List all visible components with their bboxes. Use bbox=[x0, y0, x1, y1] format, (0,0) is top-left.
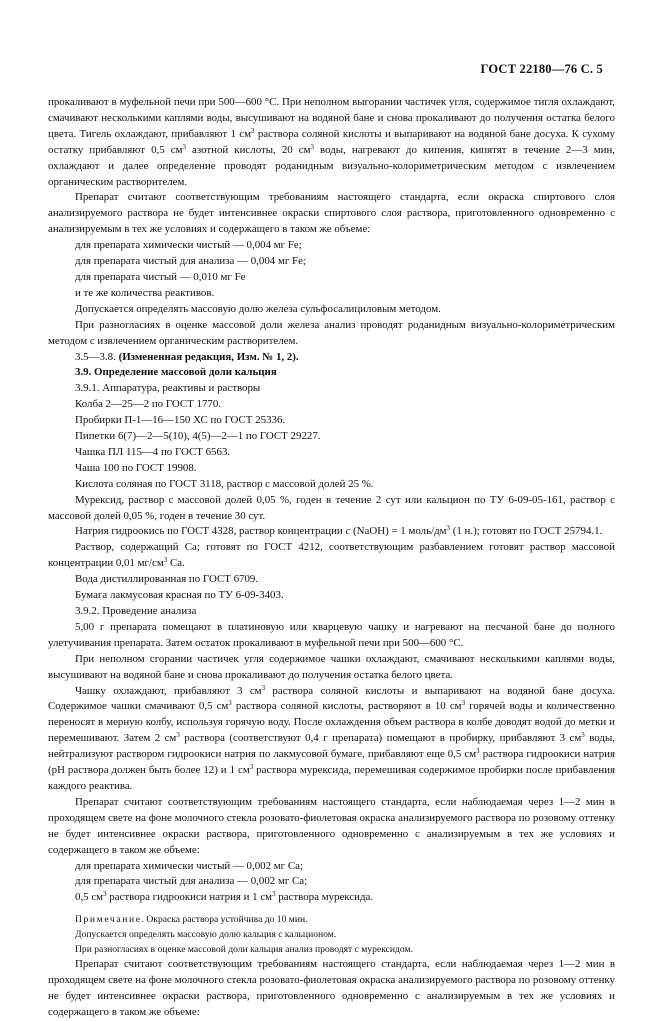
paragraph: 3.5—3.8. (Измененная редакция, Изм. № 1, 2). bbox=[75, 350, 299, 363]
paragraph: Кислота соляная по ГОСТ 3118, раствор с массовой долей 25 %. bbox=[75, 477, 374, 490]
paragraph: Вода дистиллированная по ГОСТ 6709. bbox=[75, 573, 259, 586]
paragraph: для препарата чистый — 0,010 мг Fe bbox=[75, 270, 246, 283]
paragraph: Чашку охлаждают, прибавляют 3 $см^3$ раствора соляной кислоты и выпаривают на водяной бане досуха. Содержимое чашки смачивают 0,5 $см^3$ раствора соляной кислоты, растворяют в 10 $см^3$ горячей воды и количественно переносят в мерную колбу, используя горячую воду. После охлаждения объем раствора в колбе доводят водой до метки и перемешивают. Затем 2 $см^3$ раствора (соответствуют 0,4 г препарата) помещают в пробирку, прибавляют 3 $см^3$ воды, нейтрализуют раствором гидроокиси натрия по лакмусовой бумаге, прибавляют еще 0,5 $см^3$ раствора гидроокиси натрия (рН раствора должен быть более 12) и 1 $см^3$ раствора мурексида, перемешивая содержимое пробирки после прибавления каждого реактива. bbox=[48, 683, 615, 792]
paragraph: При разногласиях в оценке массовой доли железа анализ проводят роданидным визуально-колориметрическим методом с извлечением органическим растворителем. bbox=[48, 318, 615, 347]
paragraph: Раствор, содержащий Са; готовят по ГОСТ 4212, соответствующим разбавлением готовят раствор массовой концентрации 0,01 $мг/см^3$ Са. bbox=[48, 541, 615, 570]
paragraph: 3.9.2. Проведение анализа bbox=[75, 605, 197, 617]
paragraph: Чаша 100 по ГОСТ 19908. bbox=[75, 461, 197, 474]
note-line: При разногласиях в оценке массовой доли кальция анализ проводят с мурексидом. bbox=[75, 944, 414, 956]
paragraph: для препарата чистый для анализа — 0,002 мг Са; bbox=[75, 875, 308, 888]
paragraph: 3.9. Определение массовой доли кальция bbox=[75, 366, 277, 379]
paragraph: для препарата химически чистый — 0,004 мг Fe; bbox=[75, 239, 302, 252]
paragraph: и те же количества реактивов. bbox=[75, 286, 215, 299]
paragraph: Бумага лакмусовая красная по ТУ 6-09-3403. bbox=[75, 589, 284, 602]
paragraph-list bbox=[48, 95, 615, 906]
paragraph: Препарат считают соответствующим требованиям настоящего стандарта, если наблюдаемая через 1—2 мин в проходящем свете на фоне молочного стекла розовато-фиолетовая окраска анализируемого раствора по розовому оттенку не будет интенсивнее окраски раствора, приготовленного одновременно с анализируемым в тех же условиях и содержащего в таком же объеме: bbox=[48, 795, 615, 856]
page-header: ГОСТ 22180—76 С. 5 bbox=[480, 62, 603, 76]
document-body bbox=[48, 95, 615, 1021]
paragraph: Пипетки 6(7)—2—5(10), 4(5)—2—1 по ГОСТ 29227. bbox=[75, 430, 321, 443]
note-line: Допускается определять массовую долю кальция с кальционом. bbox=[75, 929, 337, 941]
paragraph: При неполном сгорании частичек угля содержимое чашки охлаждают, смачивают несколькими каплями воды, высушивают на водяной бане и снова прокаливают до получения остатка белого цвета. bbox=[48, 652, 615, 681]
paragraph: для препарата химически чистый — 0,002 мг Са; bbox=[75, 859, 303, 872]
paragraph: Препарат считают соответствующим требованиям настоящего стандарта, если окраска спиртового слоя анализируемого раствора не будет интенсивнее окраски спиртового слоя раствора, приготовленного одновременно с анализируемым в тех же условиях и содержащего в таком же объеме: bbox=[48, 191, 615, 236]
note-block bbox=[48, 912, 615, 957]
paragraph: Допускается определять массовую долю железа сульфосалициловым методом. bbox=[75, 302, 441, 315]
note-line: Примечание. Окраска раствора устойчива до 10 мин. bbox=[75, 914, 308, 926]
final-paragraph-block bbox=[48, 957, 615, 1021]
paragraph: Колба 2—25—2 по ГОСТ 1770. bbox=[75, 398, 222, 411]
paragraph: Мурексид, раствор с массовой долей 0,05 %, годен в течение 2 сут или кальцион по ТУ 6-09-05-161, раствор с массовой долей 0,05 %, годен в течение 30 сут. bbox=[48, 493, 615, 522]
paragraph: Чашка ПЛ 115—4 по ГОСТ 6563. bbox=[75, 445, 231, 458]
paragraph: для препарата чистый для анализа — 0,004 мг Fe; bbox=[75, 255, 306, 268]
paragraph: прокаливают в муфельной печи при 500—600 °С. При неполном выгорании частичек угля, содержимое тигля охлаждают, смачивают несколькими каплями воды, высушивают на водяной бане и снова прокаливают до получения остатка белого цвета. Тигель охлаждают, прибавляют 1 $см^3$ раствора соляной кислоты и выпаривают на водяной бане досуха. К сухому остатку прибавляют 0,5 $см^3$ азотной кислоты, 20 $см^3$ воды, нагревают до кипения, кипятят в течение 2—3 мин, охлаждают и далее определение проводят роданидным визуально-колориметрическим методом с извлечением органическим растворителем. bbox=[48, 96, 616, 188]
paragraph: Натрия гидроокись по ГОСТ 4328, раствор концентрации c (NaOH) = 1 моль/$дм^3$ (1 н.); готовят по ГОСТ 25794.1. bbox=[75, 524, 603, 538]
paragraph: 3.9.1. Аппаратура, реактивы и растворы bbox=[75, 382, 261, 395]
paragraph: Пробирки П-1—16—150 ХС по ГОСТ 25336. bbox=[75, 414, 286, 427]
paragraph: 0,5 $см^3$ раствора гидроокиси натрия и 1 $см^3$ раствора мурексида. bbox=[75, 890, 374, 904]
final-paragraph: Препарат считают соответствующим требованиям настоящего стандарта, если наблюдаемая через 1—2 мин в проходящем свете на фоне молочного стекла розовато-фиолетовая окраска анализируемого раствора по розовому оттенку не будет интенсивнее окраски раствора, приготовленного одновременно с анализируемым в тех же условиях и содержащего в таком же объеме: bbox=[48, 958, 615, 1018]
paragraph: 5,00 г препарата помещают в платиновую или кварцевую чашку и нагревают на песчаной бане до полного улетучивания препарата. Затем остаток прокаливают в муфельной печи при 500—600 °С. bbox=[48, 620, 615, 649]
